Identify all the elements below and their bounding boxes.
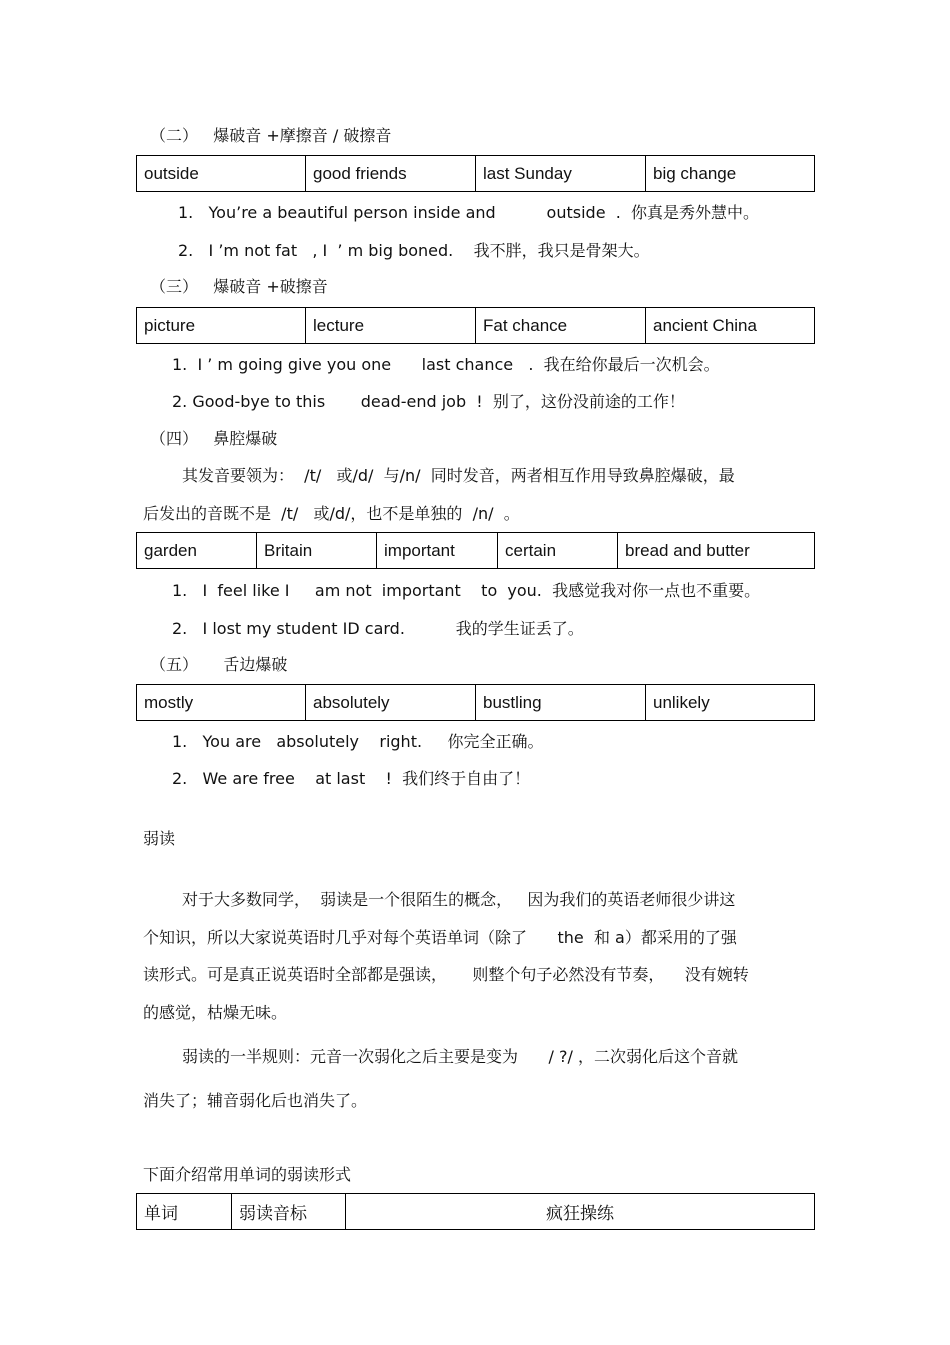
table-header-cell: 弱读音标 (232, 1194, 346, 1230)
section-3-heading: （三） 爆破音 +破擦音 (150, 277, 328, 296)
table-cell: garden (137, 533, 257, 569)
weak-para-1-line-3: 读形式。可是真正说英语时全部都是强读， 则整个句子必然没有节奏， 没有婉转 (143, 965, 749, 984)
table-cell: big change (646, 156, 815, 192)
section-5-example-2: 2. We are free at last ! 我们终于自由了！ (172, 769, 531, 788)
weak-reading-title: 弱读 (143, 829, 176, 848)
table-cell: outside (137, 156, 306, 192)
table-cell: last Sunday (476, 156, 646, 192)
table-cell: Britain (257, 533, 377, 569)
table-header-row (137, 1194, 815, 1230)
weak-para-1-line-1: 对于大多数同学， 弱读是一个很陌生的概念， 因为我们的英语老师很少讲这 (182, 890, 736, 909)
weak-para-1-line-4: 的感觉，枯燥无味。 (143, 1003, 288, 1022)
table-header-cell: 疯狂操练 (346, 1194, 815, 1230)
table-cell: important (377, 533, 498, 569)
weak-para-1-line-2: 个知识，所以大家说英语时几乎对每个英语单词（除了 the 和 a）都采用的了强 (143, 928, 737, 947)
section-4-word-table (136, 532, 815, 569)
section-2-word-table (136, 155, 815, 192)
table-cell: Fat chance (476, 308, 646, 344)
table-cell: unlikely (646, 685, 815, 721)
weak-forms-subtitle: 下面介绍常用单词的弱读形式 (143, 1165, 352, 1184)
table-row (137, 685, 815, 721)
section-3-example-1: 1. I ’ m going give you one last chance . 我在给你最后一次机会。 (172, 355, 720, 374)
section-2-example-2: 2. I ’m not fat , I ’ m big boned. 我不胖，我只是骨架大。 (178, 241, 650, 260)
section-4-heading: （四） 鼻腔爆破 (150, 429, 278, 448)
section-3-word-table (136, 307, 815, 344)
table-cell: certain (498, 533, 618, 569)
table-row (137, 308, 815, 344)
table-cell: lecture (306, 308, 476, 344)
section-4-intro-line-2: 后发出的音既不是 /t/ 或/d/，也不是单独的 /n/ 。 (143, 504, 520, 523)
section-4-intro-line-1: 其发音要领为： /t/ 或/d/ 与/n/ 同时发音，两者相互作用导致鼻腔爆破，最 (182, 466, 735, 485)
weak-para-2-line-2: 消失了；辅音弱化后也消失了。 (143, 1091, 368, 1110)
table-row (137, 156, 815, 192)
table-cell: absolutely (306, 685, 476, 721)
table-cell: picture (137, 308, 306, 344)
weak-para-2-line-1: 弱读的一半规则：元音一次弱化之后主要是变为 / ?/ ，二次弱化后这个音就 (182, 1047, 738, 1066)
section-3-example-2: 2. Good-bye to this dead-end job ! 别了，这份没前途的工作！ (172, 392, 685, 411)
table-cell: bread and butter (618, 533, 815, 569)
table-cell: good friends (306, 156, 476, 192)
table-cell: bustling (476, 685, 646, 721)
section-5-heading: （五） 舌边爆破 (150, 655, 288, 674)
section-5-word-table (136, 684, 815, 721)
section-2-example-1: 1. You’re a beautiful person inside and outside . 你真是秀外慧中。 (178, 203, 759, 222)
table-cell: mostly (137, 685, 306, 721)
table-header-cell: 单词 (137, 1194, 232, 1230)
table-cell: ancient China (646, 308, 815, 344)
table-row (137, 533, 815, 569)
section-2-heading: （二） 爆破音 +摩擦音 / 破擦音 (150, 126, 392, 145)
weak-forms-table (136, 1193, 815, 1230)
section-4-example-2: 2. I lost my student ID card. 我的学生证丢了。 (172, 619, 584, 638)
section-4-example-1: 1. I feel like I am not important to you. 我感觉我对你一点也不重要。 (172, 581, 761, 600)
section-5-example-1: 1. You are absolutely right. 你完全正确。 (172, 732, 544, 751)
